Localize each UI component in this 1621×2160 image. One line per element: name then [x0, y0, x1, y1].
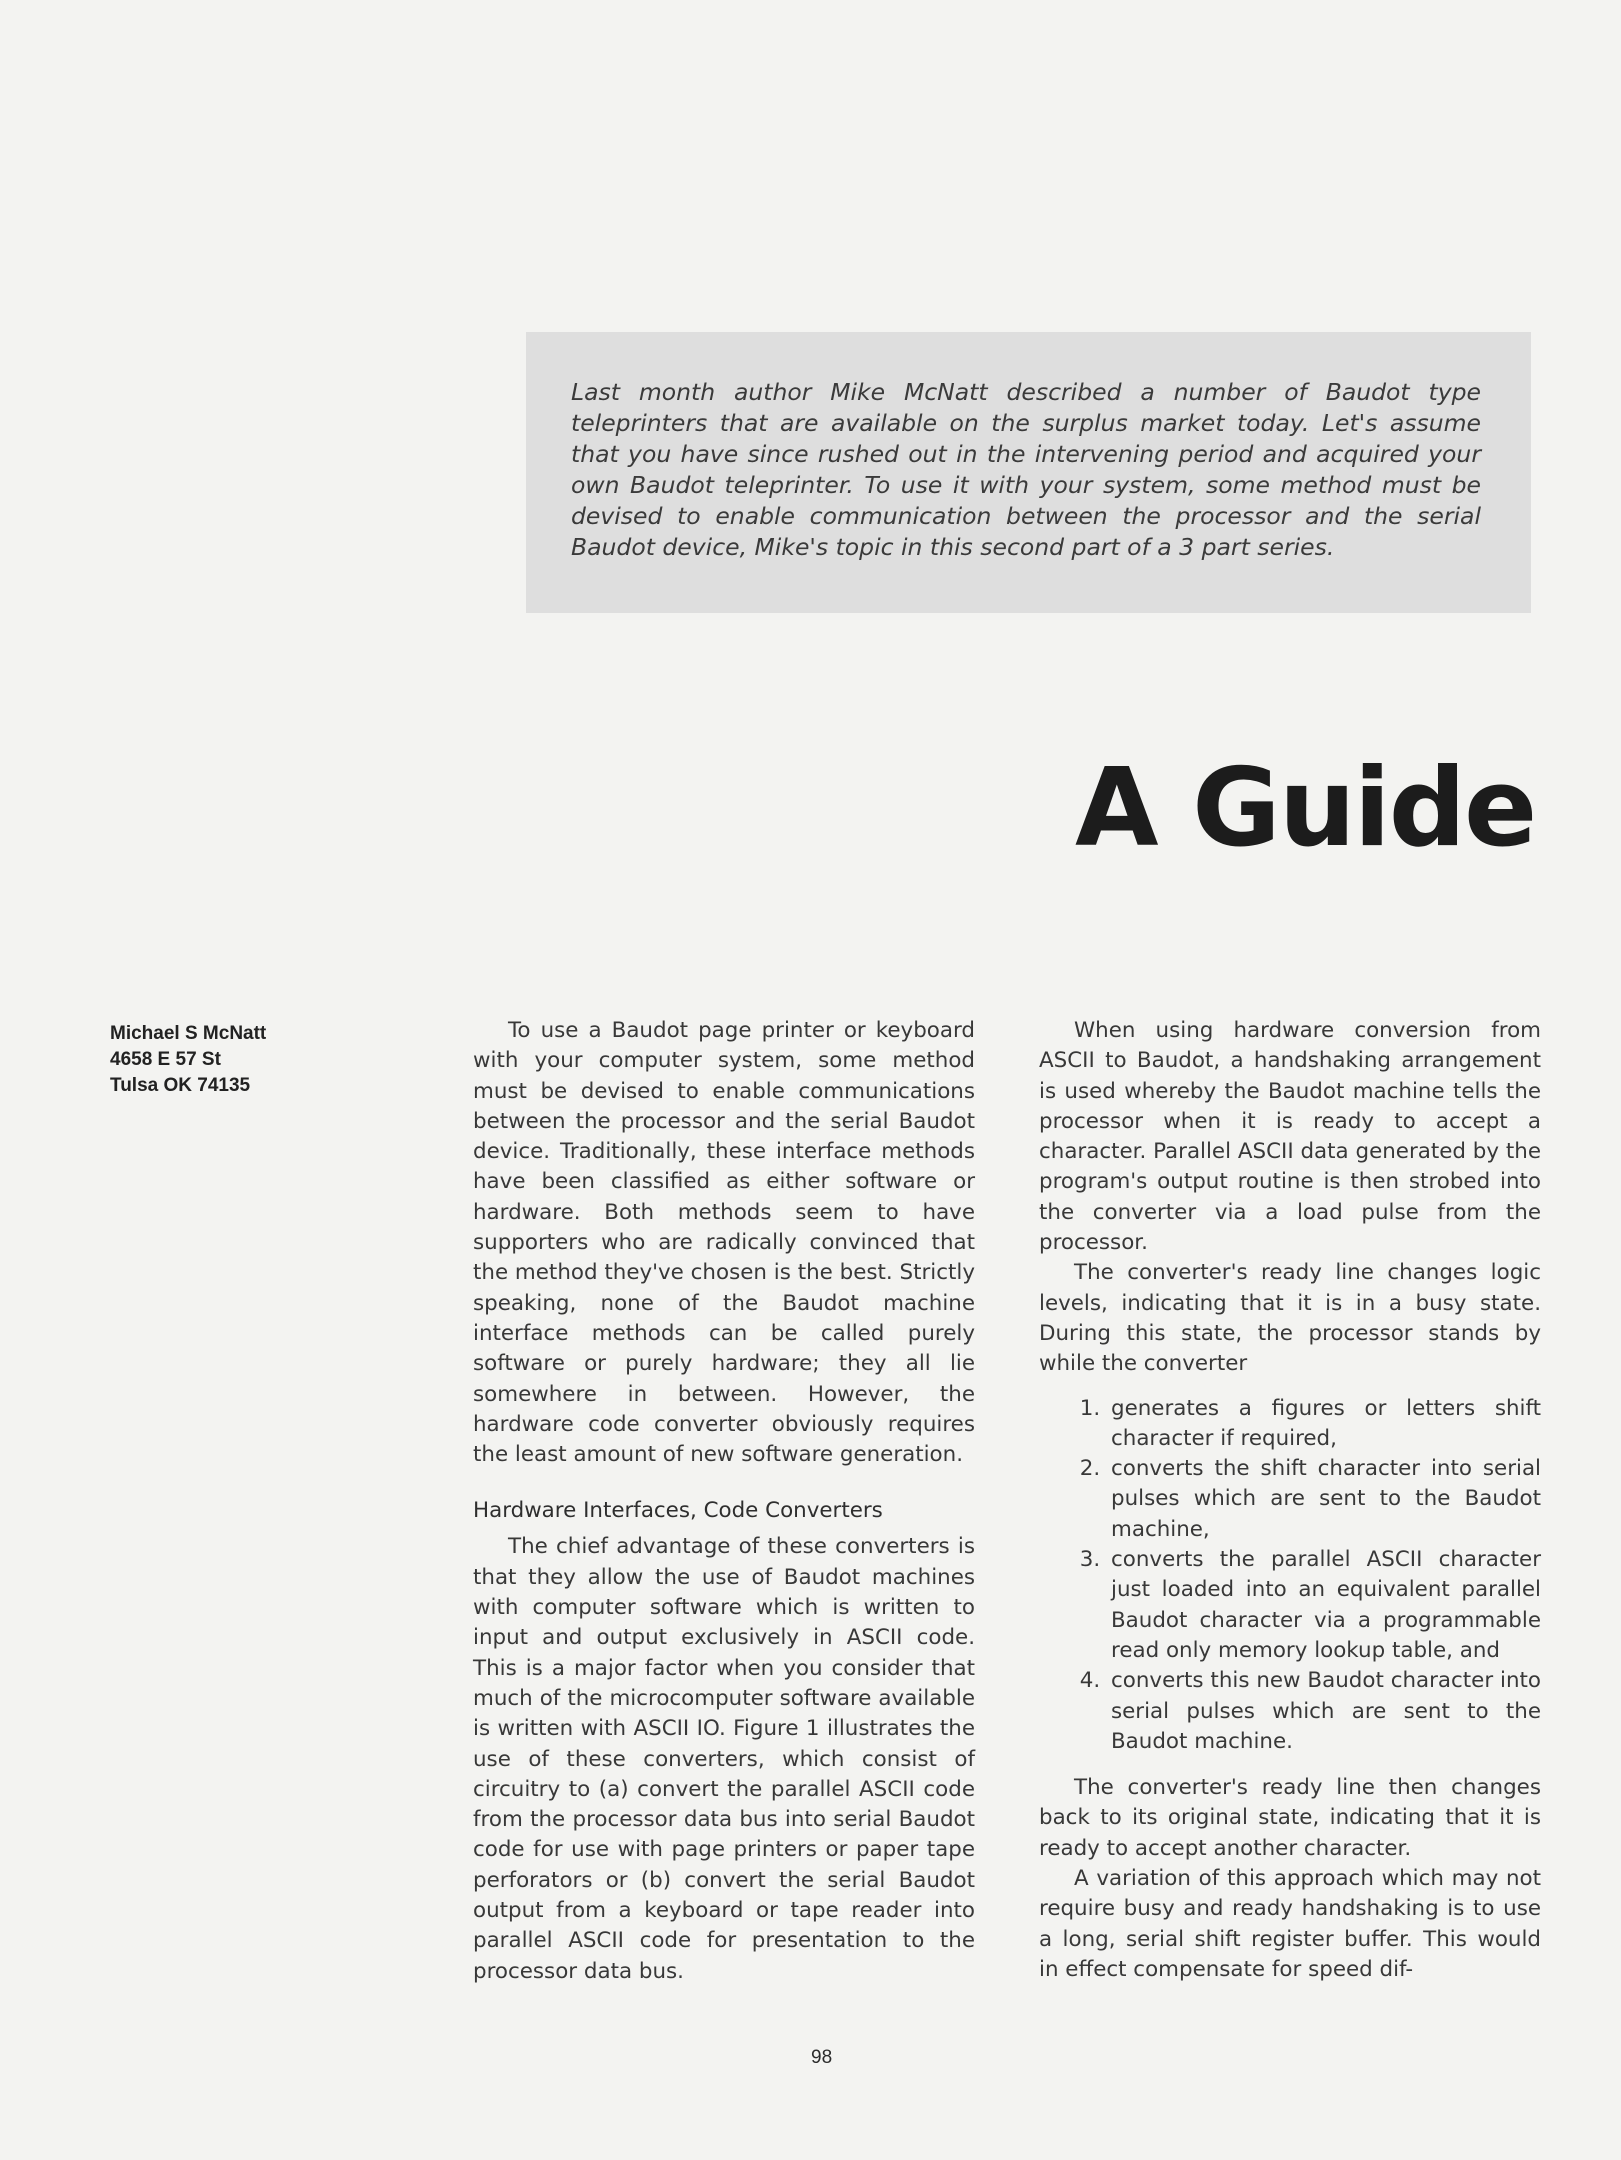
col2-paragraph-1: When using hardware conversion from ASCII to Baudot, a handshaking arrangement is used whereby the Baudot machine tells the processor when it is ready to accept a character. Parallel ASCII data generated by the program's output routine is then strobed into the converter via a load pulse from the processor.: [1039, 1018, 1541, 1256]
intro-box: [526, 332, 1531, 613]
intro-text: Last month author Mike McNatt described a number of Baudot type teleprinters that are available on the surplus market today. Let's assume that you have since rushed out in the intervening period and acquired your own Baudot teleprinter. To use it with your system, some method must be devised to enable communication between the processor and the serial Baudot device, Mike's topic in this second part of a 3 part series.: [571, 378, 1481, 561]
list-item: 4. converts this new Baudot character into serial pulses which are sent to the Baudot machine.: [1107, 1666, 1541, 1757]
author-street: 4658 E 57 St: [110, 1049, 221, 1070]
column-1: [473, 1016, 975, 1987]
list-item: 3. converts the parallel ASCII character just loaded into an equivalent parallel Baudot character via a programmable read only memory lookup table, and: [1107, 1545, 1541, 1666]
list-spacer: [1039, 1757, 1541, 1773]
col2-paragraph-4: A variation of this approach which may not require busy and ready handshaking is to use a long, serial shift register buffer. This would in effect compensate for speed dif-: [1039, 1866, 1541, 1982]
list-item: 1. generates a figures or letters shift character if required,: [1107, 1394, 1541, 1455]
article-title: A Guide: [1075, 746, 1536, 871]
col1-paragraph-1: To use a Baudot page printer or keyboard with your computer system, some method must be devised to enable communications between the processor and the serial Baudot device. Traditionally, these interface methods have been classified as either software or hardware. Both methods seem to have supporters who are radically convinced that the method they've chosen is the best. Strictly speaking, none of the Baudot machine interface methods can be called purely software or purely hardware; they all lie somewhere in between. However, the hardware code converter obviously requires the least amount of new software generation.: [473, 1018, 975, 1468]
page-number: 98: [811, 2047, 833, 2068]
section-heading: Hardware Interfaces, Code Converters: [473, 1498, 883, 1524]
col2-paragraph-3: The converter's ready line then changes back to its original state, indicating that it is ready to accept another character.: [1039, 1775, 1541, 1861]
column-2: [1039, 1016, 1541, 1985]
col2-paragraph-2: The converter's ready line changes logic levels, indicating that it is in a busy state. During this state, the processor stands by while the converter: [1039, 1260, 1541, 1377]
list-item: 2. converts the shift character into serial pulses which are sent to the Baudot machine,: [1107, 1454, 1541, 1545]
author-name: Michael S McNatt: [110, 1023, 267, 1044]
author-byline: [110, 1021, 266, 1099]
converter-steps-list: [1039, 1394, 1541, 1758]
col1-paragraph-2: The chief advantage of these converters is that they allow the use of Baudot machines with computer software which is written to input and output exclusively in ASCII code. This is a major factor when you consider that much of the microcomputer software available is written with ASCII IO. Figure 1 illustrates the use of these converters, which consist of circuitry to (a) convert the parallel ASCII code from the processor data bus into serial Baudot code for use with page printers or paper tape perforators or (b) convert the serial Baudot output from a keyboard or tape reader into parallel ASCII code for presentation to the processor data bus.: [473, 1534, 975, 1984]
author-city: Tulsa OK 74135: [110, 1075, 251, 1096]
